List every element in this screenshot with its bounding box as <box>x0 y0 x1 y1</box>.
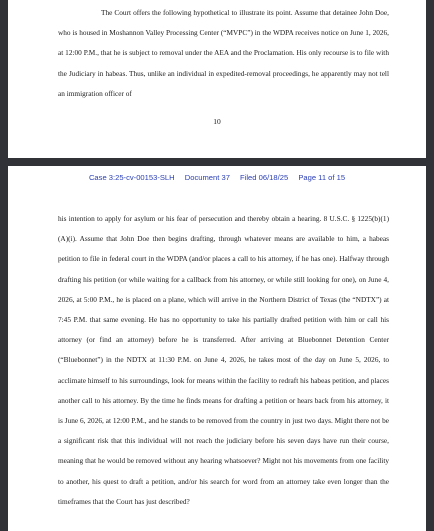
document-number: Document 37 <box>184 173 230 182</box>
page-indicator: Page 11 of 15 <box>298 173 346 182</box>
case-number: Case 3:25-cv-00153-SLH <box>88 173 175 182</box>
document-page-11 <box>8 166 426 531</box>
filed-date: Filed 06/18/25 <box>240 173 289 182</box>
page-number: 10 <box>213 117 221 126</box>
body-paragraph: The Court offers the following hypothetical to illustrate its point. Assume that detainee John Doe, who is housed in Moshannon Valley Processing Center (“MVPC”) in the WDPA receives notice on June 1, 2026, at 12:00 P.M., that he is subject to removal under the AEA and the Proclamation. His only recourse is to file with the Judiciary in habeas. Thus, unlike an individual in expedited-removal proceedings, he apparently may not tell an immigration officer of <box>58 8 389 98</box>
case-header <box>8 173 426 182</box>
document-page-10 <box>8 0 426 158</box>
body-paragraph: his intention to apply for asylum or his fear of persecution and thereby obtain a hearing. 8 U.S.C. § 1225(b)(1)(A)(i). Assume that John Doe then begins drafting, through whatever means are available to him, a habeas petition to file in federal court in the WDPA (and/or places a call to his attorney, if he has one). Halfway through drafting his petition (or while waiting for a callback from his attorney, or while still looking for one), on June 4, 2026, at 5:00 P.M., he is placed on a plane, which will arrive in the Northern District of Texas (the “NDTX”) at 7:45 P.M. that same evening. He has no opportunity to take his partially drafted petition with him or call his attorney (or find an attorney) before he is transferred. After arriving at Bluebonnet Detention Center (“Bluebonnet”) in the NDTX at 11:30 P.M. on June 4, 2026, he takes most of the day on June 5, 2026, to acclimate himself to his surroundings, look for means within the facility to redraft his habeas petition, and places another call to his attorney. By the time he finds means for drafting a petition or hears back from his attorney, it is June 6, 2026, at 12:00 P.M., and he stands to be removed from the country in just two days. Might there not be a significant risk that this individual will not reach the judiciary before his seven days have run their course, meaning that he would be removed without any hearing whatsoever? Might not his movements from one facility to another, his quest to draft a petition, and/or his search for word from an attorney take even longer than the timeframes that the Court has just described? <box>58 214 389 506</box>
